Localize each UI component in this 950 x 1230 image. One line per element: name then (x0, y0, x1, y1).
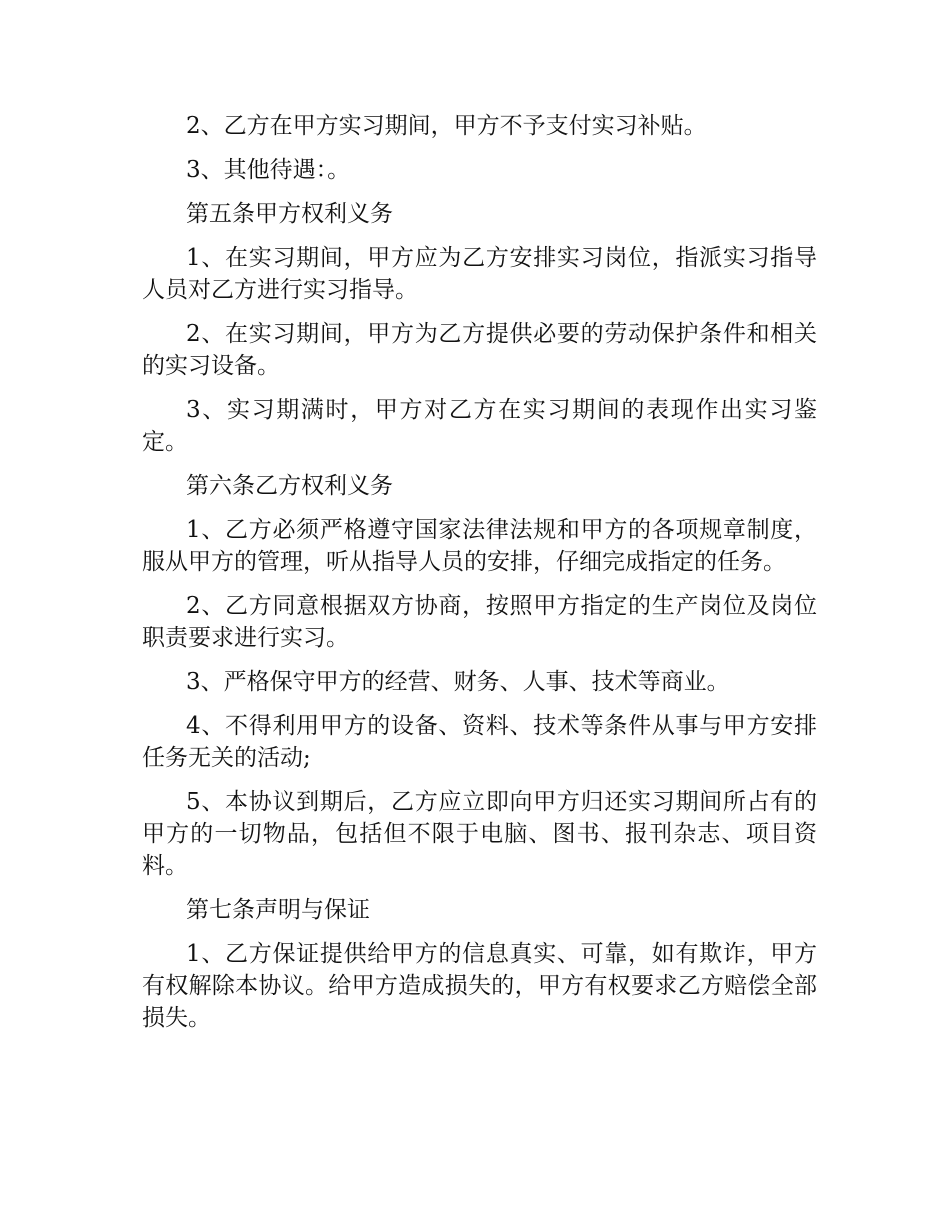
paragraph-article-5-item-1: 1、在实习期间，甲方应为乙方安排实习岗位，指派实习指导人员对乙方进行实习指导。 (142, 245, 817, 303)
section-heading-article-6: 第六条乙方权利义务 (186, 473, 393, 499)
paragraph-other-benefits: 3、其他待遇：。 (186, 157, 351, 183)
paragraph-article-6-item-1: 1、乙方必须严格遵守国家法律法规和甲方的各项规章制度，服从甲方的管理，听从指导人员的安排，仔细完成指定的任务。 (142, 517, 817, 575)
document-body (142, 110, 817, 1046)
section-heading-article-5: 第五条甲方权利义务 (186, 201, 393, 227)
paragraph-article-7-item-1: 1、乙方保证提供给甲方的信息真实、可靠，如有欺诈，甲方有权解除本协议。给甲方造成损失的，甲方有权要求乙方赔偿全部损失。 (142, 941, 817, 1031)
paragraph-article-6-item-3: 3、严格保守甲方的经营、财务、人事、技术等商业。 (186, 669, 730, 695)
paragraph-article-5-item-3: 3、实习期满时，甲方对乙方在实习期间的表现作出实习鉴定。 (142, 397, 817, 455)
paragraph-article-5-item-2: 2、在实习期间，甲方为乙方提供必要的劳动保护条件和相关的实习设备。 (142, 321, 817, 379)
paragraph-article-6-item-2: 2、乙方同意根据双方协商，按照甲方指定的生产岗位及岗位职责要求进行实习。 (142, 593, 817, 651)
section-heading-article-7: 第七条声明与保证 (186, 897, 370, 923)
paragraph-article-6-item-4: 4、不得利用甲方的设备、资料、技术等条件从事与甲方安排任务无关的活动; (142, 713, 817, 771)
paragraph-subsidy: 2、乙方在甲方实习期间，甲方不予支付实习补贴。 (186, 113, 707, 139)
paragraph-article-6-item-5: 5、本协议到期后，乙方应立即向甲方归还实习期间所占有的甲方的一切物品，包括但不限于电脑、图书、报刊杂志、项目资料。 (142, 789, 817, 879)
